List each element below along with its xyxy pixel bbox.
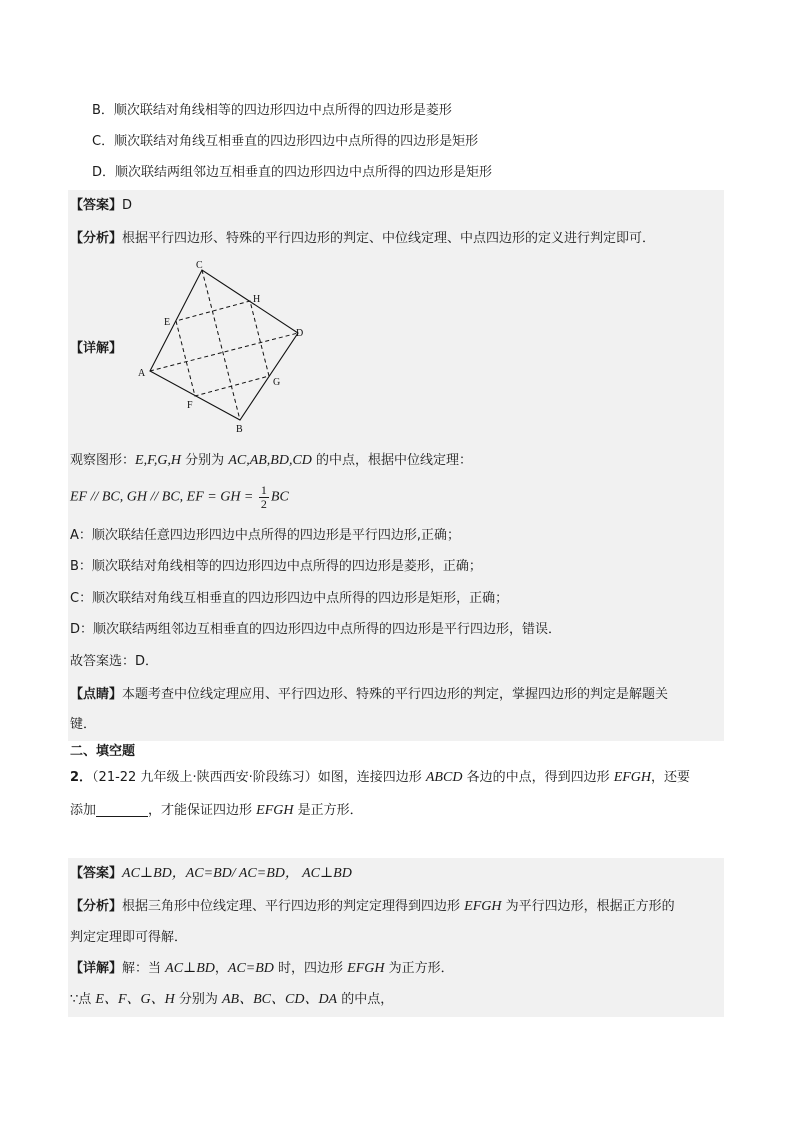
q2-answer-line — [70, 864, 352, 884]
detail-line-d: D：顺次联结两组邻边互相垂直的四边形四边中点所得的四边形是平行四边形，错误． — [70, 622, 562, 637]
quad-efgh — [176, 301, 269, 396]
analysis-label: 【分析】 — [70, 231, 123, 246]
q2-since-points: E、F、G、H — [95, 992, 175, 1007]
q2-text-4: 添加 — [70, 803, 97, 818]
q2-number: 2． — [70, 770, 93, 785]
detail-line-b: B：顺次联结对角线相等的四边形四边中点所得的四边形是菱形，正确； — [70, 559, 482, 574]
analysis-text: 根据平行四边形、特殊的平行四边形的判定、中位线定理、中点四边形的定义进行判定即可． — [122, 231, 656, 246]
q2-detail-line — [70, 959, 454, 979]
label-c: C — [196, 260, 203, 271]
label-e: E — [164, 317, 171, 328]
section-title: 二、填空题 — [70, 744, 136, 759]
q2-detail-label: 【详解】 — [70, 961, 123, 976]
q2-since-3: 的中点， — [337, 992, 394, 1007]
answer-blank[interactable] — [96, 802, 148, 817]
label-h: H — [253, 294, 261, 305]
comment-line-1 — [70, 685, 668, 705]
q2-abcd: ABCD — [425, 770, 463, 785]
answer-value: D — [122, 198, 133, 213]
label-d: D — [296, 328, 304, 339]
q2-analysis-line-2: 判定定理即可得解． — [70, 930, 188, 945]
q2-source: （21-22 九年级上·陕西西安·阶段练习） — [92, 770, 318, 785]
observe-line — [70, 451, 472, 471]
comment-line-2: 键． — [70, 717, 97, 732]
q2-analysis-line-1 — [70, 897, 675, 917]
q2-analysis-label: 【分析】 — [70, 899, 123, 914]
fraction-numerator: 1 — [260, 483, 267, 497]
diagonal-cb — [202, 270, 240, 420]
q2-answer-label: 【答案】 — [70, 866, 123, 881]
q2-text-5: ，才能保证四边形 — [148, 803, 257, 818]
q2-text-3: ，还要 — [651, 770, 691, 785]
quadrilateral-figure — [130, 258, 310, 438]
fraction-denominator: 2 — [260, 497, 267, 511]
formula-line — [70, 484, 289, 511]
q2-text-1: 如图，连接四边形 — [317, 770, 426, 785]
detail-line-a: A：顺次联结任意四边形四边中点所得的四边形是平行四边形,正确； — [70, 528, 461, 543]
q2-efgh-2: EFGH — [256, 803, 294, 818]
comment-label: 【点睛】 — [70, 687, 123, 702]
q2-since-1: ∵点 — [70, 992, 96, 1007]
formula-left: EF // BC, GH // BC, EF = GH = — [70, 489, 257, 505]
formula-fraction — [259, 484, 269, 511]
q2-answer-value: AC⊥BD，AC=BD/ AC=BD， AC⊥BD — [122, 866, 352, 881]
label-f: F — [187, 400, 193, 411]
answer-line — [70, 196, 132, 216]
q2-line-1 — [70, 768, 690, 788]
q2-detail-math-1: AC⊥BD — [165, 961, 215, 976]
label-b: B — [236, 424, 243, 435]
q2-text-2: 各边的中点，得到四边形 — [462, 770, 614, 785]
observe-mid: 分别为 — [181, 453, 229, 468]
q2-efgh: EFGH — [613, 770, 652, 785]
option-b: B．顺次联结对角线相等的四边形四边中点所得的四边形是菱形 — [92, 103, 452, 118]
q2-text-6: 是正方形． — [293, 803, 363, 818]
q2-detail-math-3: EFGH — [347, 961, 385, 976]
detail-label-text: 【详解】 — [70, 341, 123, 356]
q2-detail-math-2: AC=BD — [227, 961, 274, 976]
formula-right: BC — [270, 489, 289, 505]
detail-label — [70, 339, 122, 359]
q2-analysis-efgh: EFGH — [464, 899, 502, 914]
conclusion-line: 故答案选：D． — [70, 654, 159, 669]
observe-points: E,F,G,H — [135, 453, 182, 468]
quad-abcd — [150, 270, 298, 420]
label-a: A — [138, 368, 146, 379]
q2-detail-text-3: 时，四边形 — [273, 961, 348, 976]
q2-since-sides: AB、BC、CD、DA — [222, 992, 338, 1007]
detail-line-c: C：顺次联结对角线互相垂直的四边形四边中点所得的四边形是矩形，正确； — [70, 591, 509, 606]
q2-line-2 — [70, 801, 363, 821]
label-g: G — [273, 377, 281, 388]
observe-prefix: 观察图形： — [70, 453, 136, 468]
q2-since-line — [70, 990, 393, 1010]
q2-detail-text-1: 解：当 — [122, 961, 166, 976]
diagonal-ad — [150, 333, 298, 371]
option-c: C．顺次联结对角线互相垂直的四边形四边中点所得的四边形是矩形 — [92, 134, 479, 149]
answer-label: 【答案】 — [70, 198, 123, 213]
analysis-line — [70, 229, 655, 249]
q2-analysis-text-1a: 根据三角形中位线定理、平行四边形的判定定理得到四边形 — [122, 899, 465, 914]
comment-text-1: 本题考查中位线定理应用、平行四边形、特殊的平行四边形的判定，掌握四边形的判定是解题关 — [122, 687, 669, 702]
q2-since-2: 分别为 — [174, 992, 222, 1007]
q2-detail-text-2: ， — [214, 961, 228, 976]
option-d: D．顺次联结两组邻边互相垂直的四边形四边中点所得的四边形是矩形 — [92, 165, 493, 180]
observe-segments: AC,AB,BD,CD — [228, 453, 312, 468]
q2-analysis-text-1b: 为平行四边形，根据正方形的 — [501, 899, 675, 914]
q2-detail-text-4: 为正方形． — [384, 961, 454, 976]
observe-suffix: 的中点，根据中位线定理： — [311, 453, 473, 468]
